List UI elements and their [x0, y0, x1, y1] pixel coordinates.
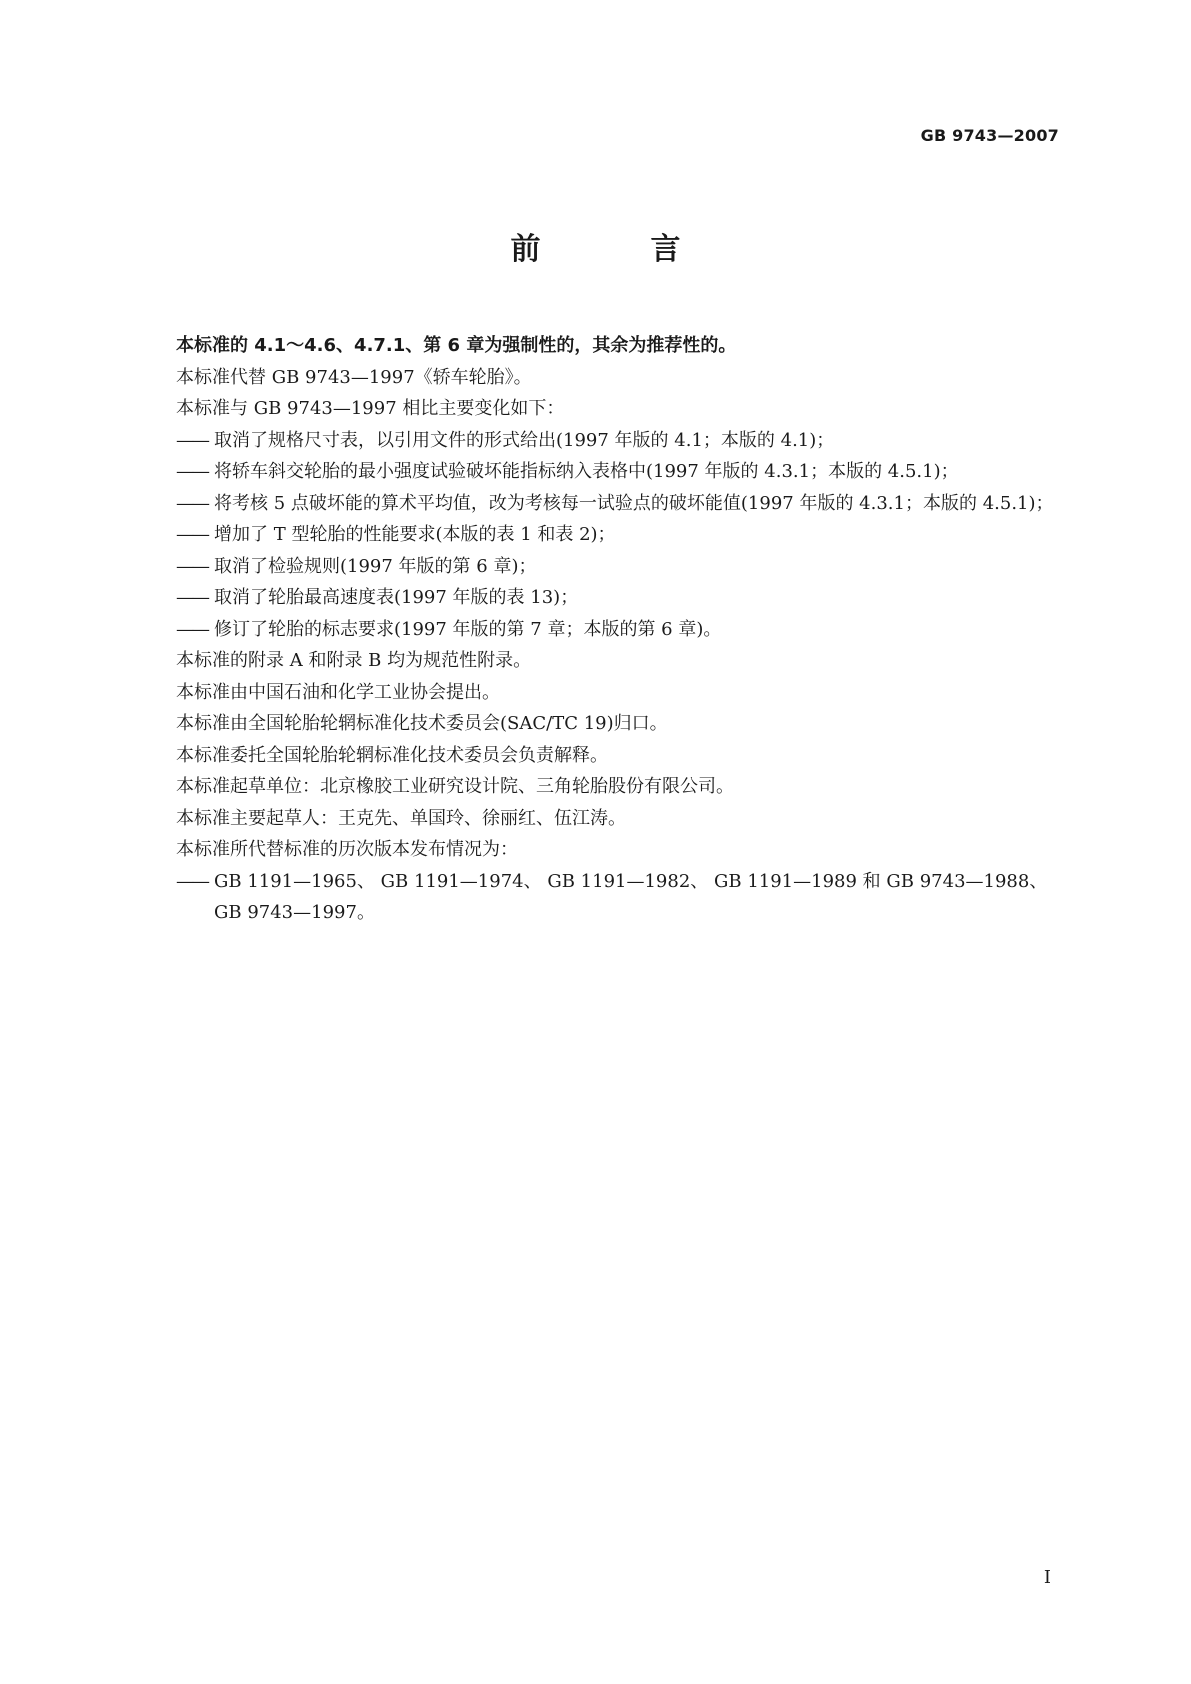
- dash-item-text: 增加了 T 型轮胎的性能要求(本版的表 1 和表 2)；: [214, 524, 616, 545]
- dash-item-8: [176, 866, 1066, 929]
- dash-mark: ——: [176, 618, 208, 640]
- line-0: 本标准的 4.1～4.6、4.7.1、第 6 章为强制性的，其余为推荐性的。: [176, 335, 737, 356]
- page-number: I: [1043, 1567, 1051, 1588]
- dash-item-1: [176, 425, 1066, 457]
- dash-mark: ——: [176, 524, 208, 545]
- dash-mark: ——: [176, 555, 208, 577]
- dash-mark: ——: [176, 587, 208, 608]
- line-16: 本标准所代替标准的历次版本发布情况为：: [176, 839, 518, 860]
- dash-item-text: 修订了轮胎的标志要求(1997 年版的第 7 章；本版的第 6 章)。: [214, 618, 722, 640]
- dash-mark: ——: [176, 492, 208, 514]
- line-1: 本标准代替 GB 9743—1997《轿车轮胎》。: [176, 366, 532, 388]
- dash-mark: ——: [176, 461, 208, 482]
- dash-item-5: [176, 551, 1066, 583]
- dash-item-text: 取消了检验规则(1997 年版的第 6 章)；: [214, 555, 537, 577]
- dash-item-6: [176, 582, 1066, 614]
- line-11: 本标准由中国石油和化学工业协会提出。: [176, 681, 500, 703]
- dash-item-3: [176, 488, 1066, 520]
- foreword-body: [176, 330, 1066, 929]
- line-10: 本标准的附录 A 和附录 B 均为规范性附录。: [176, 650, 532, 671]
- dash-item-text: 将考核 5 点破坏能的算术平均值，改为考核每一试验点的破坏能值(1997 年版的 4.3.1；本版的 4.5.1)；: [214, 492, 1054, 514]
- standard-code: GB 9743—2007: [920, 126, 1059, 145]
- dash-item-4: [176, 519, 1066, 551]
- dash-item-text: 取消了规格尺寸表，以引用文件的形式给出(1997 年版的 4.1；本版的 4.1)；: [214, 429, 835, 451]
- dash-mark: ——: [176, 870, 208, 892]
- dash-item-7: [176, 614, 1066, 646]
- line-13: 本标准委托全国轮胎轮辋标准化技术委员会负责解释。: [176, 744, 608, 766]
- page-title: 前 言: [510, 232, 721, 267]
- dash-mark: ——: [176, 429, 208, 451]
- dash-item-text: 取消了轮胎最高速度表(1997 年版的表 13)；: [214, 587, 579, 608]
- line-15: 本标准主要起草人：王克先、单国玲、徐丽红、伍江涛。: [176, 807, 626, 829]
- line-12: 本标准由全国轮胎轮辋标准化技术委员会(SAC/TC 19)归口。: [176, 713, 668, 734]
- dash-item-2: [176, 456, 1066, 488]
- line-14: 本标准起草单位：北京橡胶工业研究设计院、三角轮胎股份有限公司。: [176, 776, 734, 797]
- dash-item-text: 将轿车斜交轮胎的最小强度试验破坏能指标纳入表格中(1997 年版的 4.3.1；本版的 4.5.1)；: [214, 461, 959, 482]
- line-2: 本标准与 GB 9743—1997 相比主要变化如下：: [176, 398, 565, 419]
- dash-item-text: GB 1191—1965、 GB 1191—1974、 GB 1191—1982、 GB 1191—1989 和 GB 9743—1988、GB 9743—1997。: [214, 870, 1048, 923]
